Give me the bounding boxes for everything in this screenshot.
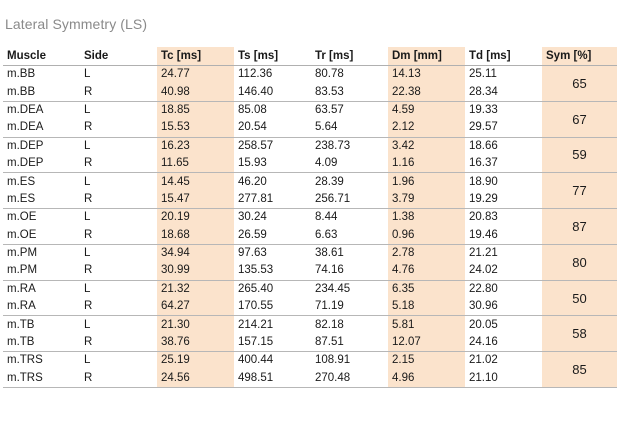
td-cell: 28.34 — [465, 83, 542, 101]
muscle-cell: m.ES — [7, 175, 36, 188]
dm-cell: 4.96 — [388, 370, 465, 388]
table-row — [3, 209, 617, 227]
tr-cell: 80.78 — [315, 68, 344, 81]
ts-cell: 157.15 — [234, 334, 311, 352]
ts-cell: 498.51 — [234, 370, 311, 388]
td-cell: 24.02 — [465, 262, 542, 280]
side-cell: L — [84, 68, 91, 81]
table-row — [3, 66, 617, 84]
dm-cell: 5.18 — [388, 298, 465, 316]
sym-cell: 77 — [542, 173, 617, 209]
sym-cell: 65 — [542, 66, 617, 102]
tc-cell: 40.98 — [157, 83, 234, 101]
dm-cell: 12.07 — [388, 334, 465, 352]
ts-cell: 20.54 — [234, 119, 311, 137]
dm-cell: 2.78 — [388, 244, 465, 262]
ts-cell: 46.20 — [238, 175, 267, 188]
side-cell: L — [84, 282, 91, 295]
side-cell: L — [84, 103, 91, 116]
side-cell: R — [80, 155, 157, 173]
tr-cell: 270.48 — [311, 370, 388, 388]
table-row — [3, 191, 617, 209]
side-cell: L — [84, 247, 91, 260]
tc-cell: 38.76 — [157, 334, 234, 352]
table-row — [3, 316, 617, 334]
dm-cell: 2.15 — [388, 352, 465, 370]
sym-cell: 59 — [542, 137, 617, 173]
muscle-cell: m.DEA — [3, 119, 80, 137]
tr-cell: 256.71 — [311, 191, 388, 209]
tc-cell: 15.47 — [157, 191, 234, 209]
dm-cell: 6.35 — [388, 280, 465, 298]
dm-cell: 22.38 — [388, 83, 465, 101]
ts-cell: 258.57 — [238, 139, 274, 152]
dm-cell: 1.96 — [388, 173, 465, 191]
td-cell: 19.46 — [465, 227, 542, 245]
tc-cell: 11.65 — [157, 155, 234, 173]
table-row — [3, 244, 617, 262]
ts-cell: 277.81 — [234, 191, 311, 209]
table-row — [3, 298, 617, 316]
tr-cell: 83.53 — [311, 83, 388, 101]
table-row — [3, 227, 617, 245]
muscle-cell: m.DEP — [3, 155, 80, 173]
tc-cell: 15.53 — [157, 119, 234, 137]
dm-cell: 4.59 — [388, 101, 465, 119]
dm-cell: 3.42 — [388, 137, 465, 155]
col-header-tc: Tc [ms] — [157, 47, 234, 66]
header-row — [3, 47, 617, 66]
side-cell: L — [84, 175, 91, 188]
side-cell: R — [80, 298, 157, 316]
ts-cell: 135.53 — [234, 262, 311, 280]
table-row — [3, 334, 617, 352]
td-cell: 21.10 — [465, 370, 542, 388]
sym-cell: 87 — [542, 209, 617, 245]
col-header-sym: Sym [%] — [542, 47, 617, 66]
ts-cell: 15.93 — [234, 155, 311, 173]
tr-cell: 5.64 — [311, 119, 388, 137]
td-cell: 29.57 — [465, 119, 542, 137]
td-cell: 25.11 — [469, 68, 497, 81]
table-row — [3, 262, 617, 280]
side-cell: R — [80, 334, 157, 352]
muscle-cell: m.OE — [7, 211, 37, 224]
col-header-dm: Dm [mm] — [388, 47, 465, 66]
page-title: Lateral Symmetry (LS) — [5, 16, 148, 32]
sym-cell: 67 — [542, 101, 617, 137]
side-cell: R — [80, 119, 157, 137]
tr-cell: 71.19 — [311, 298, 388, 316]
muscle-cell: m.DEA — [7, 103, 44, 116]
tc-cell: 64.27 — [157, 298, 234, 316]
tr-cell: 74.16 — [311, 262, 388, 280]
muscle-cell: m.TB — [3, 334, 80, 352]
td-cell: 24.16 — [465, 334, 542, 352]
td-cell: 21.02 — [469, 354, 498, 367]
dm-cell: 3.79 — [388, 191, 465, 209]
tr-cell: 63.57 — [315, 103, 344, 116]
dm-cell: 4.76 — [388, 262, 465, 280]
td-cell: 20.05 — [469, 318, 498, 331]
col-header-tr: Tr [ms] — [311, 47, 388, 66]
table-body — [3, 66, 617, 388]
tc-cell: 24.77 — [157, 66, 234, 84]
tc-cell: 20.19 — [157, 209, 234, 227]
table-row — [3, 352, 617, 370]
muscle-cell: m.OE — [3, 227, 80, 245]
side-cell: L — [84, 211, 91, 224]
table-row — [3, 173, 617, 191]
td-cell: 22.80 — [469, 282, 498, 295]
tc-cell: 18.68 — [157, 227, 234, 245]
table-row — [3, 155, 617, 173]
ts-cell: 26.59 — [234, 227, 311, 245]
side-cell: R — [80, 227, 157, 245]
ts-cell: 170.55 — [234, 298, 311, 316]
ts-cell: 214.21 — [238, 318, 274, 331]
tr-cell: 8.44 — [315, 211, 338, 224]
tr-cell: 4.09 — [311, 155, 388, 173]
tc-cell: 21.32 — [157, 280, 234, 298]
dm-cell: 5.81 — [388, 316, 465, 334]
col-header-side: Side — [80, 47, 157, 66]
tc-cell: 25.19 — [157, 352, 234, 370]
side-cell: R — [80, 370, 157, 388]
tr-cell: 234.45 — [315, 282, 351, 295]
lateral-symmetry-table — [3, 47, 617, 388]
dm-cell: 1.16 — [388, 155, 465, 173]
table-row — [3, 137, 617, 155]
td-cell: 18.90 — [469, 175, 498, 188]
muscle-cell: m.DEP — [7, 139, 44, 152]
tr-cell: 38.61 — [315, 247, 344, 260]
tc-cell: 34.94 — [157, 244, 234, 262]
tc-cell: 14.45 — [157, 173, 234, 191]
sym-cell: 80 — [542, 244, 617, 280]
tr-cell: 87.51 — [311, 334, 388, 352]
side-cell: R — [80, 191, 157, 209]
table-row — [3, 101, 617, 119]
table-row — [3, 280, 617, 298]
tr-cell: 6.63 — [311, 227, 388, 245]
muscle-cell: m.RA — [7, 282, 36, 295]
td-cell: 16.37 — [465, 155, 542, 173]
td-cell: 20.83 — [469, 211, 498, 224]
td-cell: 30.96 — [465, 298, 542, 316]
side-cell: R — [80, 262, 157, 280]
muscle-cell: m.RA — [3, 298, 80, 316]
dm-cell: 0.96 — [388, 227, 465, 245]
ts-cell: 265.40 — [238, 282, 274, 295]
ts-cell: 97.63 — [238, 247, 267, 260]
tc-cell: 16.23 — [157, 137, 234, 155]
col-header-ts: Ts [ms] — [234, 47, 311, 66]
tc-cell: 24.56 — [157, 370, 234, 388]
td-cell: 18.66 — [469, 139, 498, 152]
tr-cell: 238.73 — [315, 139, 351, 152]
dm-cell: 2.12 — [388, 119, 465, 137]
ts-cell: 85.08 — [238, 103, 267, 116]
muscle-cell: m.PM — [7, 247, 38, 260]
td-cell: 19.33 — [469, 103, 498, 116]
sym-cell: 58 — [542, 316, 617, 352]
sym-cell: 50 — [542, 280, 617, 316]
tc-cell: 18.85 — [157, 101, 234, 119]
tc-cell: 30.99 — [157, 262, 234, 280]
tr-cell: 82.18 — [315, 318, 344, 331]
muscle-cell: m.ES — [3, 191, 80, 209]
table-row — [3, 370, 617, 388]
tr-cell: 28.39 — [315, 175, 344, 188]
muscle-cell: m.TRS — [7, 354, 43, 367]
tc-cell: 21.30 — [157, 316, 234, 334]
sym-cell: 85 — [542, 352, 617, 388]
ts-cell: 146.40 — [234, 83, 311, 101]
td-cell: 21.21 — [469, 247, 498, 260]
col-header-muscle: Muscle — [3, 47, 80, 66]
ts-cell: 30.24 — [238, 211, 267, 224]
side-cell: L — [84, 139, 91, 152]
td-cell: 19.29 — [465, 191, 542, 209]
ts-cell: 112.36 — [238, 68, 273, 81]
side-cell: L — [84, 354, 91, 367]
muscle-cell: m.TRS — [3, 370, 80, 388]
ts-cell: 400.44 — [238, 354, 274, 367]
dm-cell: 14.13 — [388, 66, 465, 84]
side-cell: L — [84, 318, 91, 331]
muscle-cell: m.TB — [7, 318, 35, 331]
table-row — [3, 83, 617, 101]
dm-cell: 1.38 — [388, 209, 465, 227]
tr-cell: 108.91 — [315, 354, 351, 367]
muscle-cell: m.BB — [3, 83, 80, 101]
table-row — [3, 119, 617, 137]
muscle-cell: m.PM — [3, 262, 80, 280]
muscle-cell: m.BB — [7, 68, 36, 81]
col-header-td: Td [ms] — [465, 47, 542, 66]
side-cell: R — [80, 83, 157, 101]
